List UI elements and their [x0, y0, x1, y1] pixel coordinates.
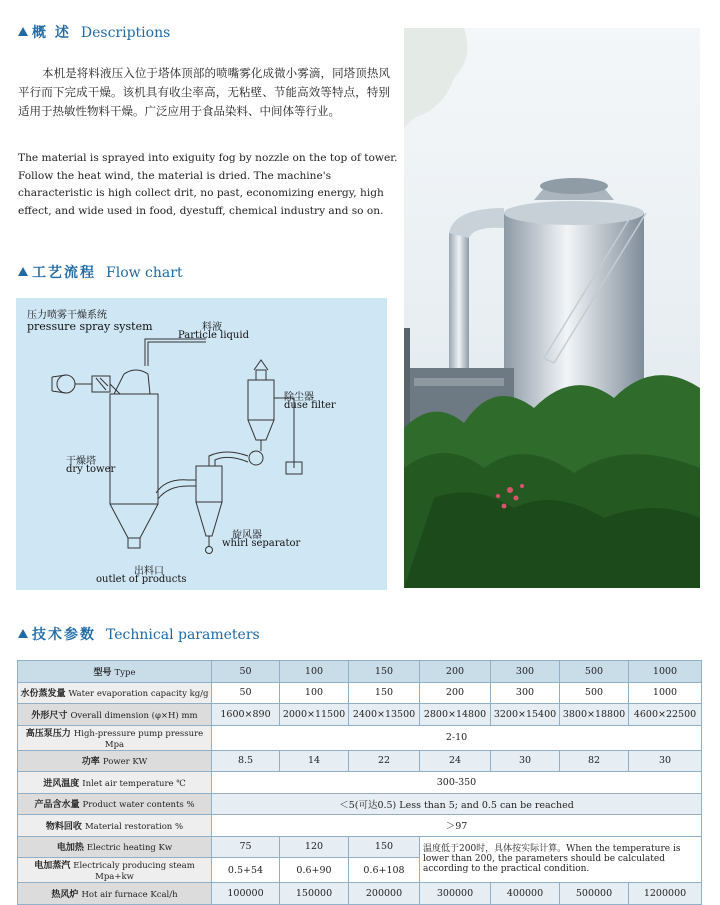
separator-label-en: whirl separator	[222, 538, 301, 549]
table-cell: 2-10	[212, 725, 702, 750]
liquid-label-en: Particle liquid	[178, 330, 249, 341]
table-cell: 50	[212, 661, 280, 683]
table-cell: 22	[349, 750, 420, 772]
parameter-label	[18, 661, 212, 683]
parameter-label	[18, 725, 212, 750]
parameter-label	[18, 750, 212, 772]
table-cell: 50	[212, 682, 280, 704]
table-cell: 0.5+54	[212, 858, 280, 883]
table-cell: 400000	[491, 883, 560, 905]
parameter-label-en: High-pressure pump pressure Mpa	[73, 728, 204, 750]
table-cell: 300	[491, 682, 560, 704]
parameter-label	[18, 883, 212, 905]
table-cell: 100000	[212, 883, 280, 905]
parameter-label-cn: 高压泵压力	[25, 728, 71, 739]
flow-chart-heading: 工艺流程 Flow chart	[18, 262, 183, 282]
table-cell: 150	[349, 836, 420, 858]
flow-diagram	[16, 298, 387, 590]
table-cell: 8.5	[212, 750, 280, 772]
description-en: The material is sprayed into exiguity fog by nozzle on the top of tower. Follow the heat wind, the material is dried. The machine's characteristic is high collect drit, no past, economizing energy, high effect, and wide used in food, dyestuff, chemical industry and so on.	[18, 152, 398, 217]
table-cell: 82	[560, 750, 629, 772]
parameter-label-cn: 物料回收	[45, 821, 82, 832]
system-label-en: pressure spray system	[27, 320, 153, 333]
spray-dryer-photo	[404, 28, 700, 588]
parameter-label-cn: 外形尺寸	[31, 710, 68, 721]
description-cn: 本机是将料液压入位于塔体顶部的喷嘴雾化成微小雾滴，同塔顶热风平行而下完成干燥。该机具有收尘率高，无粘壁、节能高效等特点，特别适用于热敏性物料干燥。广泛应用于食品染料、中间体等行业。	[18, 66, 390, 118]
table-cell: 30	[629, 750, 702, 772]
table-cell: 1200000	[629, 883, 702, 905]
table-row	[18, 704, 702, 726]
outlet-label-cn: 出料口	[134, 566, 164, 577]
outlet-label-en: outlet of products	[96, 574, 187, 585]
table-cell: 500	[560, 661, 629, 683]
parameter-label-en: Electricaly producing steam Mpa+kw	[73, 861, 195, 882]
technical-table	[17, 660, 702, 905]
table-row	[18, 750, 702, 772]
spray-dryer-image	[404, 28, 700, 588]
table-row	[18, 725, 702, 750]
liquid-label-cn: 料液	[202, 322, 222, 333]
filter-label-en: duse filter	[284, 400, 336, 411]
parameter-label	[18, 836, 212, 858]
descriptions-heading: 概 述 Descriptions	[18, 22, 170, 42]
table-cell: 200	[420, 682, 491, 704]
table-row	[18, 682, 702, 704]
parameter-label	[18, 772, 212, 794]
parameter-label-en: Overall dimension (φ×H) mm	[70, 710, 198, 721]
table-cell: 300-350	[212, 772, 702, 794]
table-cell: 100	[280, 661, 349, 683]
table-cell: 75	[212, 836, 280, 858]
parameter-label	[18, 704, 212, 726]
tower-label-en: dry tower	[66, 464, 116, 475]
table-cell: 1000	[629, 682, 702, 704]
table-cell: 300000	[420, 883, 491, 905]
table-cell: 24	[420, 750, 491, 772]
table-cell: 2400×13500	[349, 704, 420, 726]
parameter-label-en: Material restoration %	[84, 821, 184, 832]
table-note: 温度低于200时，具体按实际计算。When the temperature is lower than 200, the parameters should be calculated according to the practical condition.	[420, 836, 702, 883]
table-row	[18, 836, 702, 858]
triangle-icon	[18, 629, 28, 638]
parameter-label-cn: 进风温度	[43, 778, 80, 789]
table-cell: 0.6+108	[349, 858, 420, 883]
parameter-label-en: Product water contents %	[82, 800, 195, 811]
table-cell: 100	[280, 682, 349, 704]
parameter-label-en: Type	[114, 667, 136, 678]
table-cell: 2000×11500	[280, 704, 349, 726]
table-cell: 30	[491, 750, 560, 772]
table-cell: 500000	[560, 883, 629, 905]
table-row	[18, 772, 702, 794]
system-label-cn: 压力喷雾干燥系统	[27, 310, 107, 321]
parameter-label-cn: 热风炉	[51, 889, 79, 900]
table-cell: 14	[280, 750, 349, 772]
parameter-label-cn: 功率	[81, 757, 100, 768]
table-cell: 1600×890	[212, 704, 280, 726]
parameter-label-en: Power KW	[102, 757, 148, 768]
table-cell: 150000	[280, 883, 349, 905]
flow-diagram-drawing	[16, 298, 387, 590]
table-row	[18, 815, 702, 837]
table-cell: 2800×14800	[420, 704, 491, 726]
parameter-label	[18, 793, 212, 815]
parameter-label-cn: 电加蒸汽	[34, 861, 71, 871]
table-cell: 0.6+90	[280, 858, 349, 883]
table-cell: 150	[349, 682, 420, 704]
parameter-label-en: Hot air furnace Kcal/h	[81, 889, 178, 900]
table-cell: 4600×22500	[629, 704, 702, 726]
tower-label-cn: 干燥塔	[66, 456, 96, 467]
table-cell: 3800×18800	[560, 704, 629, 726]
technical-heading: 技术参数 Technical parameters	[18, 624, 260, 644]
table-cell: ＞97	[212, 815, 702, 837]
table-row	[18, 793, 702, 815]
table-row	[18, 661, 702, 683]
parameter-label-cn: 电加热	[56, 843, 84, 854]
parameter-label	[18, 858, 212, 883]
parameter-label-cn: 产品含水量	[34, 800, 80, 811]
parameter-label-en: Electric heating Kw	[86, 843, 173, 854]
separator-label-cn: 旋风器	[232, 530, 262, 541]
table-cell: 1000	[629, 661, 702, 683]
table-cell: 150	[349, 661, 420, 683]
table-cell: 200	[420, 661, 491, 683]
table-cell: 200000	[349, 883, 420, 905]
table-cell: 3200×15400	[491, 704, 560, 726]
table-cell: 300	[491, 661, 560, 683]
table-cell: ＜5(可达0.5) Less than 5; and 0.5 can be reached	[212, 793, 702, 815]
parameter-label-en: Inlet air temperature ℃	[82, 778, 186, 789]
parameter-label-cn: 水份蒸发量	[20, 689, 66, 700]
parameter-label	[18, 815, 212, 837]
triangle-icon	[18, 267, 28, 276]
parameter-label-en: Water evaporation capacity kg/g	[68, 689, 209, 700]
parameter-label-cn: 型号	[93, 667, 112, 678]
table-row	[18, 883, 702, 905]
triangle-icon	[18, 27, 28, 36]
filter-label-cn: 除尘器	[284, 392, 314, 403]
table-cell: 500	[560, 682, 629, 704]
parameter-label	[18, 682, 212, 704]
table-cell: 120	[280, 836, 349, 858]
